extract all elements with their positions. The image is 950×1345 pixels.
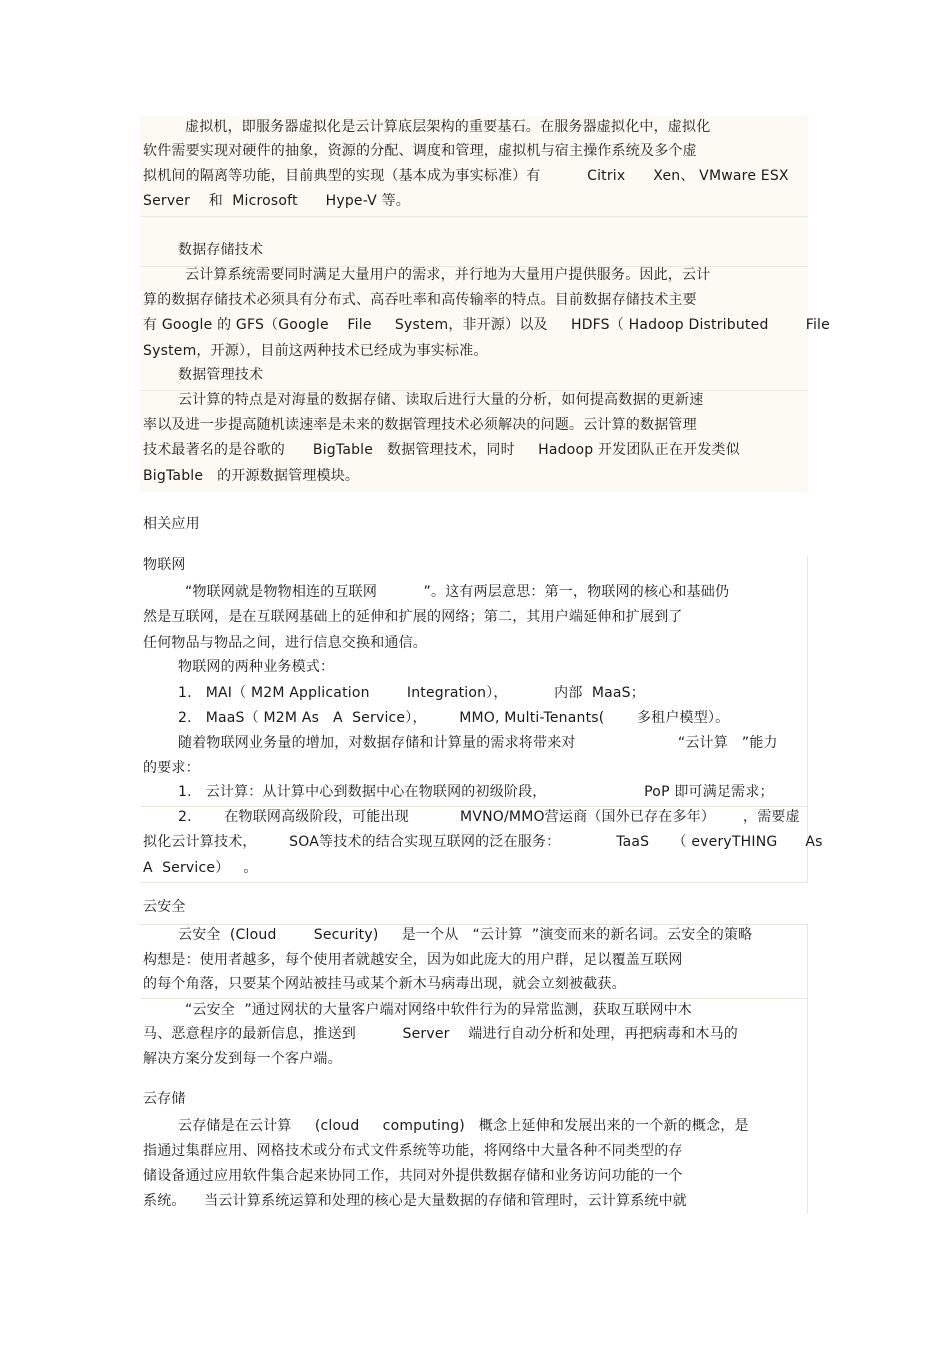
- paragraph-line: 云计算的特点是对海量的数据存储、读取后进行大量的分析，如何提高数据的更新速: [178, 392, 704, 408]
- border-line: [807, 924, 808, 1214]
- divider: [140, 882, 808, 883]
- divider: [140, 924, 808, 925]
- paragraph-line: 储设备通过应用软件集合起来协同工作，共同对外提供数据存储和业务访问功能的一个: [143, 1168, 683, 1184]
- paragraph-line: 技术最著名的是谷歌的 BigTable 数据管理技术，同时 Hadoop 开发团队正在开发类似: [143, 442, 740, 458]
- paragraph-line: 拟机间的隔离等功能，目前典型的实现（基本成为事实标准）有 Citrix Xen、 VMware ESX: [143, 168, 789, 184]
- list-item: 1. MAI（ M2M Application Integration）， 内部 MaaS；: [178, 685, 645, 701]
- list-item: 2. 在物联网高级阶段，可能出现 MVNO/MMO营运商（国外已存在多年） ，需要虚: [178, 809, 800, 825]
- paragraph-line: 构想是：使用者越多，每个使用者就越安全，因为如此庞大的用户群，足以覆盖互联网: [143, 952, 683, 968]
- paragraph-line: 率以及进一步提高随机读速率是未来的数据管理技术必须解决的问题。云计算的数据管理: [143, 417, 697, 433]
- section-heading: 数据管理技术: [178, 367, 264, 383]
- paragraph-line: 随着物联网业务量的增加，对数据存储和计算量的需求将带来对 “云计算 ”能力: [178, 735, 778, 751]
- paragraph-line: Server 和 Microsoft Hype-V 等。: [143, 193, 410, 209]
- paragraph-line: 虚拟机，即服务器虚拟化是云计算底层架构的重要基石。在服务器虚拟化中，虚拟化: [185, 119, 711, 135]
- divider: [140, 216, 808, 217]
- list-item: 1. 云计算：从计算中心到数据中心在物联网的初级阶段， PoP 即可满足需求；: [178, 784, 774, 800]
- paragraph-line: 软件需要实现对硬件的抽象，资源的分配、调度和管理，虚拟机与宿主操作系统及多个虚: [143, 143, 697, 159]
- paragraph-line: 解决方案分发到每一个客户端。: [143, 1051, 342, 1067]
- paragraph-line: 有 Google 的 GFS（Google File System，非开源）以及 HDFS（ Hadoop Distributed File: [143, 317, 830, 333]
- paragraph-line: 物联网的两种业务模式：: [178, 659, 335, 675]
- paragraph-line: BigTable 的开源数据管理模块。: [143, 468, 360, 484]
- paragraph-line: 系统。 当云计算系统运算和处理的核心是大量数据的存储和管理时，云计算系统中就: [143, 1193, 687, 1209]
- paragraph-line: 指通过集群应用、网格技术或分布式文件系统等功能，将网络中大量各种不同类型的存: [143, 1143, 683, 1159]
- paragraph-line: 云计算系统需要同时满足大量用户的需求，并行地为大量用户提供服务。因此，云计: [185, 267, 711, 283]
- paragraph-line: 算的数据存储技术必须具有分布式、高吞吐率和高传输率的特点。目前数据存储技术主要: [143, 292, 697, 308]
- section-heading: 相关应用: [143, 516, 200, 532]
- section-heading: 物联网: [143, 557, 186, 573]
- divider: [140, 998, 808, 999]
- paragraph-line: 任何物品与物品之间，进行信息交换和通信。: [143, 635, 427, 651]
- paragraph-line: “物联网就是物物相连的互联网 ”。这有两层意思：第一，物联网的核心和基础仍: [185, 584, 730, 600]
- section-heading: 云存储: [143, 1091, 186, 1107]
- paragraph-line: System，开源），目前这两种技术已经成为事实标准。: [143, 343, 488, 359]
- section-heading: 云安全: [143, 899, 186, 915]
- paragraph-line: A Service） 。: [143, 860, 258, 876]
- section-heading: 数据存储技术: [178, 242, 264, 258]
- paragraph-line: 的每个角落，只要某个网站被挂马或某个新木马病毒出现，就会立刻被截获。: [143, 976, 626, 992]
- paragraph-line: 拟化云计算技术， SOA等技术的结合实现互联网的泛在服务： TaaS （ everyTHING As: [143, 834, 823, 850]
- paragraph-line: “云安全 ”通过网状的大量客户端对网络中软件行为的异常监测，获取互联网中木: [185, 1002, 693, 1018]
- paragraph-line: 然是互联网，是在互联网基础上的延伸和扩展的网络；第二，其用户端延伸和扩展到了: [143, 609, 683, 625]
- list-item: 2. MaaS（ M2M As A Service）， MMO, Multi-Tenants( 多租户模型）。: [178, 710, 730, 726]
- divider: [140, 806, 808, 807]
- paragraph-line: 的要求：: [143, 760, 200, 776]
- paragraph-line: 马、恶意程序的最新信息，推送到 Server 端进行自动分析和处理，再把病毒和木马的: [143, 1026, 739, 1042]
- paragraph-line: 云安全 (Cloud Security) 是一个从 “云计算 ”演变而来的新名词。云安全的策略: [178, 927, 753, 943]
- paragraph-line: 云存储是在云计算 (cloud computing) 概念上延伸和发展出来的一个新的概念，是: [178, 1118, 749, 1134]
